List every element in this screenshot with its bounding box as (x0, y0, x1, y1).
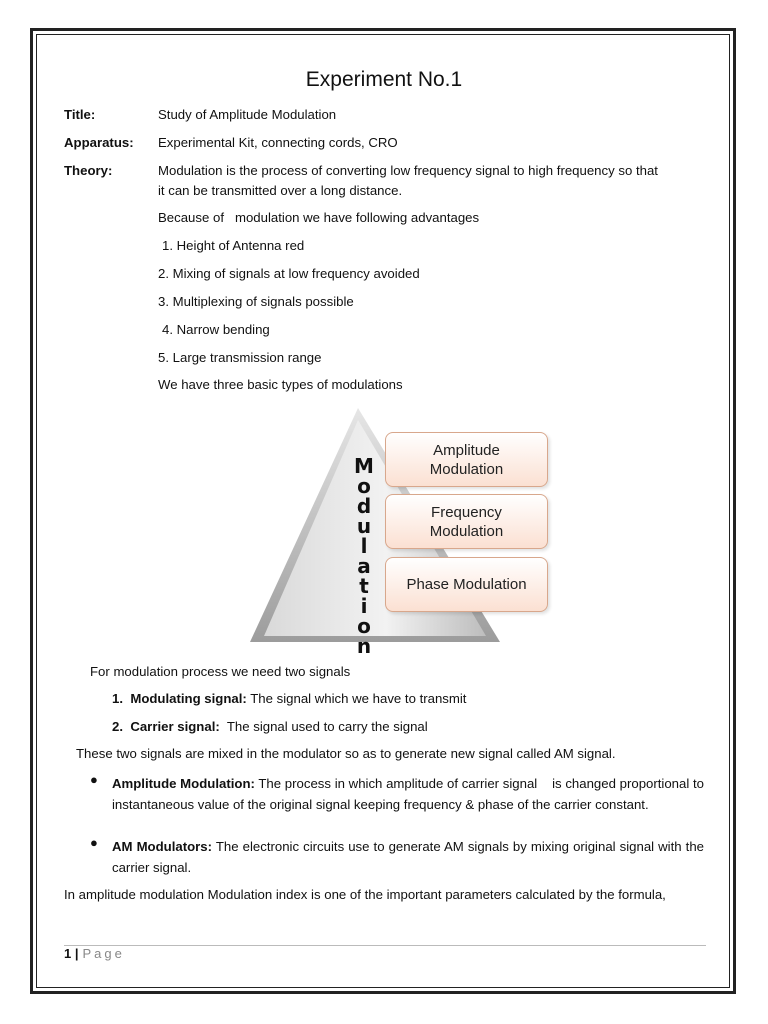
advantage-item: 2. Mixing of signals at low frequency avoided (158, 266, 420, 281)
vertical-letter: u (356, 514, 372, 538)
page-footer: 1 | Page (64, 946, 125, 961)
vertical-letter: i (360, 594, 368, 618)
vertical-letter: a (357, 554, 371, 578)
apparatus-value: Experimental Kit, connecting cords, CRO (158, 135, 398, 150)
vertical-letter: t (359, 574, 369, 598)
theory-line-1: Modulation is the process of converting low frequency signal to high frequency so that (158, 163, 658, 178)
frequency-modulation-box: Frequency Modulation (385, 494, 548, 549)
mix-text: These two signals are mixed in the modulator so as to generate new signal called AM signal. (76, 746, 616, 761)
vertical-letter: M (354, 454, 374, 478)
closing-paragraph: In amplitude modulation Modulation index is one of the important parameters calculated by the formula, (64, 887, 666, 902)
signal-item: 2. Carrier signal: The signal used to carry the signal (112, 719, 428, 734)
title-label: Title: (64, 107, 96, 122)
bullet-am-modulators: AM Modulators: The electronic circuits use to generate AM signals by mixing original signal with the carrier signal. (112, 839, 704, 875)
signal-item: 1. Modulating signal: The signal which we have to transmit (112, 691, 467, 706)
signals-intro: For modulation process we need two signals (90, 664, 351, 679)
bullet-icon: ● (90, 835, 98, 850)
diagram-vertical-word (346, 456, 382, 656)
types-intro: We have three basic types of modulations (158, 377, 403, 392)
title-value: Study of Amplitude Modulation (158, 107, 337, 122)
advantage-item: 3. Multiplexing of signals possible (158, 294, 354, 309)
advantages-intro: Because of modulation we have following advantages (158, 210, 480, 225)
vertical-letter: d (356, 494, 372, 518)
advantage-item: 5. Large transmission range (158, 350, 322, 365)
amplitude-modulation-box: Amplitude Modulation (385, 432, 548, 487)
advantage-item: 4. Narrow bending (162, 322, 270, 337)
footer-divider (64, 945, 706, 946)
bullet-amplitude-modulation: Amplitude Modulation: The process in which amplitude of carrier signal is changed proportional to instantaneous value of the original signal keeping frequency & phase of the carrier constant. (112, 776, 708, 812)
advantage-item: 1. Height of Antenna red (162, 238, 305, 253)
theory-line-2: it can be transmitted over a long distance. (158, 183, 403, 198)
vertical-letter: o (357, 614, 371, 638)
bullet-icon: ● (90, 772, 98, 787)
apparatus-label: Apparatus: (64, 135, 134, 150)
phase-modulation-box: Phase Modulation (385, 557, 548, 612)
vertical-letter: l (360, 534, 368, 558)
vertical-letter: o (357, 474, 371, 498)
page-title: Experiment No.1 (305, 68, 463, 91)
theory-label: Theory: (64, 163, 113, 178)
vertical-letter: n (356, 634, 372, 658)
